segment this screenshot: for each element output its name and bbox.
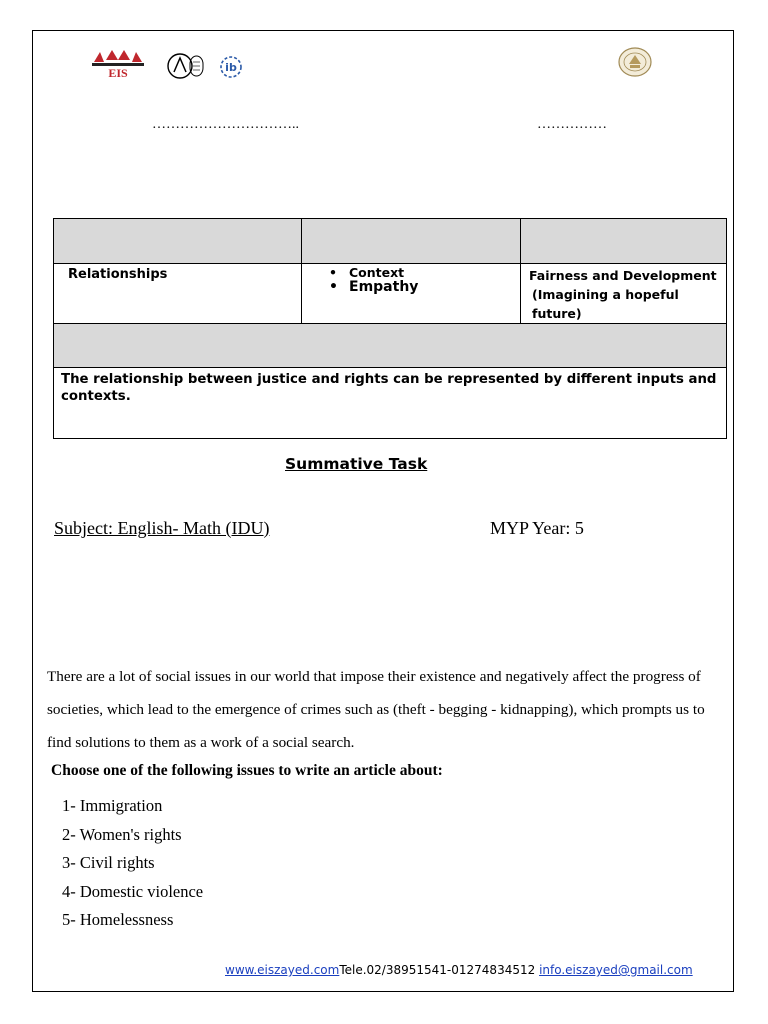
ib-logo [218, 55, 244, 79]
global-context: Fairness and Development [529, 268, 717, 283]
list-item: 3- Civil rights [62, 853, 155, 873]
subject-line: Subject: English- Math (IDU) [54, 518, 270, 538]
blank-line-right: …………… [537, 117, 607, 132]
list-item: 2- Women's rights [62, 824, 182, 844]
task-instruction: Choose one of the following issues to write an article about: [51, 762, 443, 779]
circular-logo [166, 52, 204, 80]
svg-text:ib: ib [225, 61, 237, 74]
related-concepts-list [302, 265, 520, 295]
email-link[interactable]: info.eiszayed@gmail.com [539, 963, 693, 977]
eis-logo [90, 48, 146, 80]
website-link[interactable]: www.eiszayed.com [225, 963, 340, 977]
list-item: 4- Domestic violence [62, 881, 204, 901]
global-context-exploration: (Imagining a hopeful future) [532, 287, 679, 321]
blank-line-left: ………………………….. [152, 117, 299, 132]
list-item: 1- Immigration [62, 796, 163, 815]
related-concept-item: • Context [349, 265, 520, 280]
related-concepts-header [302, 219, 521, 264]
concept-table [53, 218, 727, 439]
statement-cell [54, 368, 727, 439]
phone-text: Tele.02/38951541-01274834512 [339, 963, 540, 977]
global-context-cell [521, 264, 727, 324]
global-context-header [521, 219, 727, 264]
ministry-seal [617, 46, 653, 78]
svg-text:EIS: EIS [108, 66, 128, 80]
task-title: Summative Task [285, 455, 428, 473]
task-paragraph: There are a lot of social issues in our world that impose their existence and negatively affect the progress of societies, which lead to the emergence of crimes such as (theft - begging - kidnapping), which prompts us to find solutions to them as a work of a social search. [47, 668, 705, 751]
myp-year: MYP Year: 5 [490, 518, 584, 538]
key-concept-cell [54, 264, 302, 324]
list-item: 5- Homelessness [62, 910, 174, 930]
footer [225, 963, 693, 977]
statement-header [54, 324, 727, 368]
key-concept-header [54, 219, 302, 264]
related-concepts-cell [302, 264, 521, 324]
statement-of-inquiry: The relationship between justice and rights can be represented by different inputs and contexts. [61, 372, 717, 404]
issues-list [62, 795, 203, 938]
related-concept-item: • Empathy [349, 280, 520, 295]
key-concept: Relationships [68, 267, 168, 282]
